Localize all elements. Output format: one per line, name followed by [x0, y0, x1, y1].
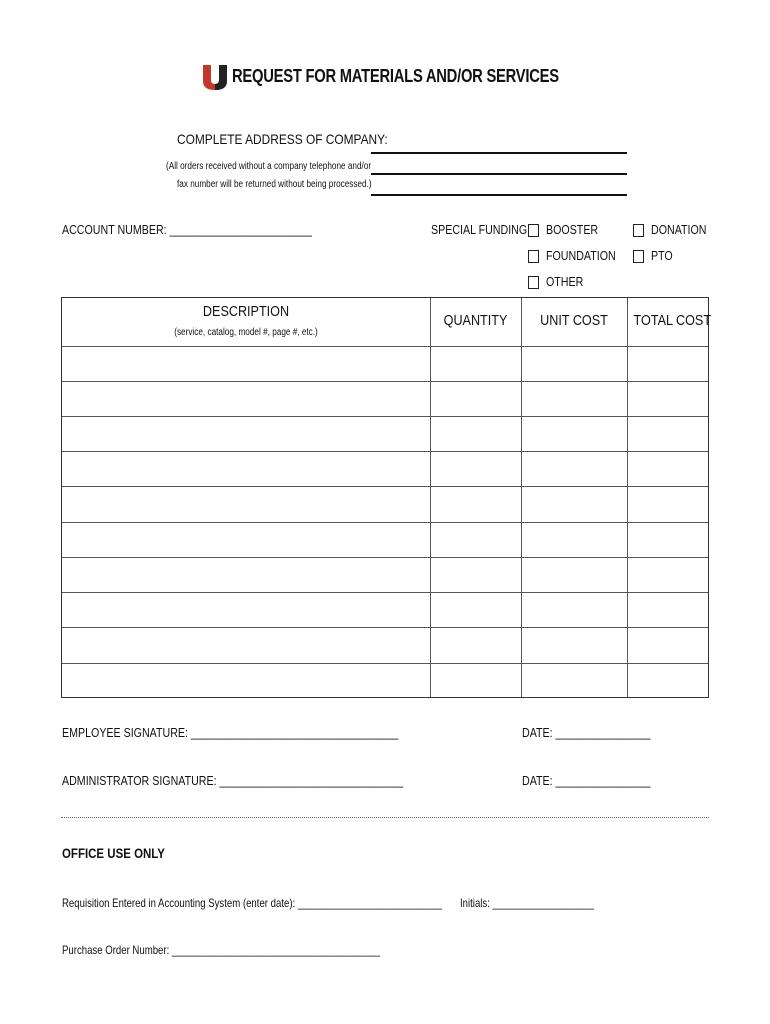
section-divider: [61, 817, 709, 818]
address-line-3[interactable]: [371, 194, 627, 196]
table-row[interactable]: [62, 522, 708, 523]
employee-date-field[interactable]: DATE: ________________: [522, 725, 651, 740]
office-use-title: OFFICE USE ONLY: [62, 845, 165, 861]
description-subheader: (service, catalog, model #, page #, etc.): [174, 327, 318, 338]
other-label: OTHER: [546, 274, 584, 289]
total-cost-header: TOTAL COST: [633, 312, 712, 329]
column-divider: [627, 298, 628, 697]
table-row[interactable]: [62, 663, 708, 664]
foundation-checkbox[interactable]: [528, 250, 539, 263]
special-funding-label: SPECIAL FUNDING:: [431, 222, 531, 237]
table-row[interactable]: [62, 451, 708, 452]
address-label: COMPLETE ADDRESS OF COMPANY:: [177, 131, 388, 147]
donation-label: DONATION: [651, 222, 707, 237]
items-table: [61, 297, 712, 698]
address-line-2[interactable]: [371, 173, 627, 175]
other-checkbox[interactable]: [528, 276, 539, 289]
table-row[interactable]: [62, 557, 708, 558]
administrator-signature-field[interactable]: ADMINISTRATOR SIGNATURE: _______________________________: [62, 773, 404, 788]
table-row[interactable]: [62, 416, 708, 417]
pto-checkbox[interactable]: [633, 250, 644, 263]
address-line-1[interactable]: [371, 152, 627, 154]
booster-label: BOOSTER: [546, 222, 599, 237]
booster-checkbox[interactable]: [528, 224, 539, 237]
pto-label: PTO: [651, 248, 673, 263]
employee-signature-field[interactable]: EMPLOYEE SIGNATURE: ___________________________________: [62, 725, 399, 740]
table-row[interactable]: [62, 627, 708, 628]
page-title: REQUEST FOR MATERIALS AND/OR SERVICES: [232, 66, 559, 86]
account-number-field[interactable]: ACCOUNT NUMBER: ________________________: [62, 222, 312, 237]
address-note-line1: (All orders received without a company telephone and/or: [166, 161, 372, 172]
u-logo-icon: [202, 64, 228, 91]
table-row[interactable]: [62, 346, 708, 347]
description-header: DESCRIPTION: [202, 303, 290, 320]
administrator-date-field[interactable]: DATE: ________________: [522, 773, 651, 788]
address-note-line2: fax number will be returned without being processed.): [177, 179, 372, 190]
unit-cost-header: UNIT COST: [540, 312, 608, 329]
initials-field[interactable]: Initials: ___________________: [460, 896, 594, 910]
column-divider: [430, 298, 431, 697]
table-row[interactable]: [62, 486, 708, 487]
donation-checkbox[interactable]: [633, 224, 644, 237]
column-divider: [521, 298, 522, 697]
foundation-label: FOUNDATION: [546, 248, 616, 263]
table-row[interactable]: [62, 592, 708, 593]
purchase-order-field[interactable]: Purchase Order Number: _______________________________________: [62, 943, 381, 957]
quantity-header: QUANTITY: [443, 312, 508, 329]
requisition-date-field[interactable]: Requisition Entered in Accounting System (enter date): ___________________________: [62, 896, 443, 910]
table-row[interactable]: [62, 381, 708, 382]
